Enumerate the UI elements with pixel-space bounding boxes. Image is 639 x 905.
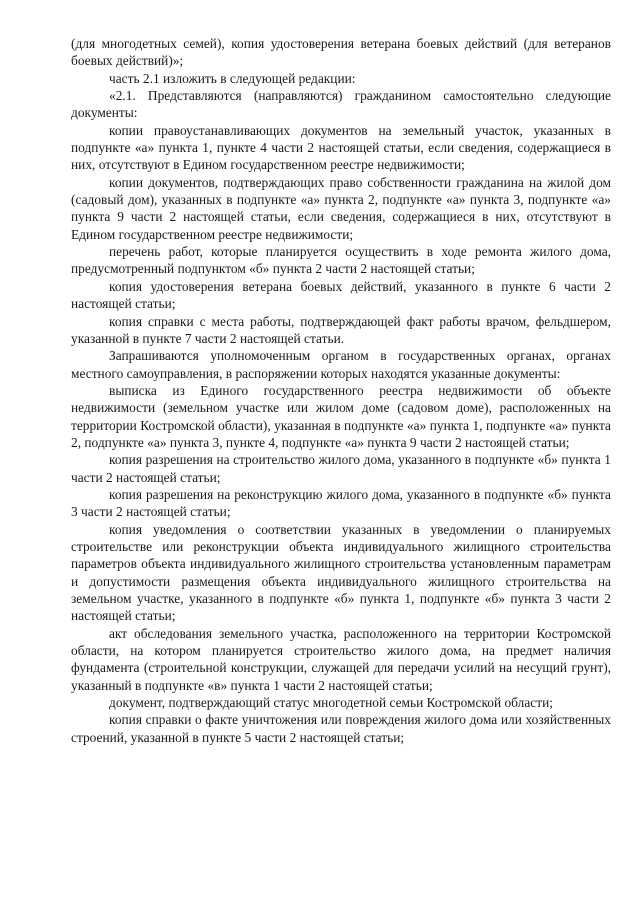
paragraph-construction-permit: копия разрешения на строительство жилого дома, указанного в подпункте «б» пункта 1 части 2 настоящей статьи; (71, 452, 611, 485)
paragraph-amendment-intro: часть 2.1 изложить в следующей редакции: (109, 70, 356, 86)
paragraph-veteran-certificate: копия удостоверения ветерана боевых действий, указанного в пункте 6 части 2 настоящей статьи; (71, 278, 611, 312)
paragraph-registry-extract: выписка из Единого государственного реестра недвижимости об объекте недвижимости (земельном участке или жилом доме (садовом доме), расположенных на территории Костромской области), указанная в подпункте «а» пункта 1, подпункте «а» пункта 2, подпункте «а» пункта 3, пункте 4, подпункте «а» пункта 9 части 2 настоящей статьи; (71, 382, 611, 450)
paragraph-section-2-1: «2.1. Представляются (направляются) гражданином самостоятельно следующие документы: (71, 88, 611, 121)
paragraph-repair-works: перечень работ, которые планируется осуществить в ходе ремонта жилого дома, предусмотренный подпунктом «б» пункта 2 части 2 настоящей статьи; (71, 244, 611, 277)
paragraph-land-documents: копии правоустанавливающих документов на земельный участок, указанных в подпункте «а» пункта 1, пункте 4 части 2 настоящей статьи, если сведения, содержащиеся в них, отсутствуют в Едином государственном реестре недвижимости; (71, 122, 611, 173)
paragraph-house-ownership: копии документов, подтверждающих право собственности гражданина на жилой дом (садовый дом), указанных в подпункте «а» пункта 2, подпункте «а» пункта 3, подпункте «а» пункта 9 части 2 настоящей статьи, если сведения, содержащиеся в них, отсутствуют в Едином государственном реестре недвижимости; (71, 174, 611, 242)
paragraph-continuation: (для многодетных семей), копия удостоверения ветерана боевых действий (для ветеранов боевых действий)»; (71, 36, 611, 69)
paragraph-compliance-notice: копия уведомления о соответствии указанных в уведомлении о планируемых строительстве или реконструкции объекта индивидуального жилищного строительства параметров объекта индивидуального жилищного строительства установленным параметрам и допустимости размещения объекта индивидуального жилищного строительства на земельном участке, указанного в подпункте «б» пункта 1, подпункте «б» пункта 3 части 2 настоящей статьи; (71, 521, 611, 624)
document-page (71, 35, 611, 746)
paragraph-requested-documents: Запрашиваются уполномоченным органом в государственных органах, органах местного самоуправления, в распоряжении которых находятся указанные документы: (71, 348, 611, 381)
paragraph-work-certificate: копия справки с места работы, подтверждающей факт работы врачом, фельдшером, указанной в пункте 7 части 2 настоящей статьи. (71, 313, 611, 346)
paragraph-destruction-certificate: копия справки о факте уничтожения или повреждения жилого дома или хозяйственных строений, указанной в пункте 5 части 2 настоящей статьи; (71, 712, 611, 745)
paragraph-inspection-act: акт обследования земельного участка, расположенного на территории Костромской области, на котором планируется строительство жилого дома, на предмет наличия фундамента (строительной конструкции, служащей для передачи усилий на несущий грунт), указанный в подпункте «в» пункта 1 части 2 настоящей статьи; (71, 625, 611, 693)
paragraph-reconstruction-permit: копия разрешения на реконструкцию жилого дома, указанного в подпункте «б» пункта 3 части 2 настоящей статьи; (71, 486, 611, 520)
paragraph-large-family-status: документ, подтверждающий статус многодетной семьи Костромской области; (109, 695, 553, 711)
